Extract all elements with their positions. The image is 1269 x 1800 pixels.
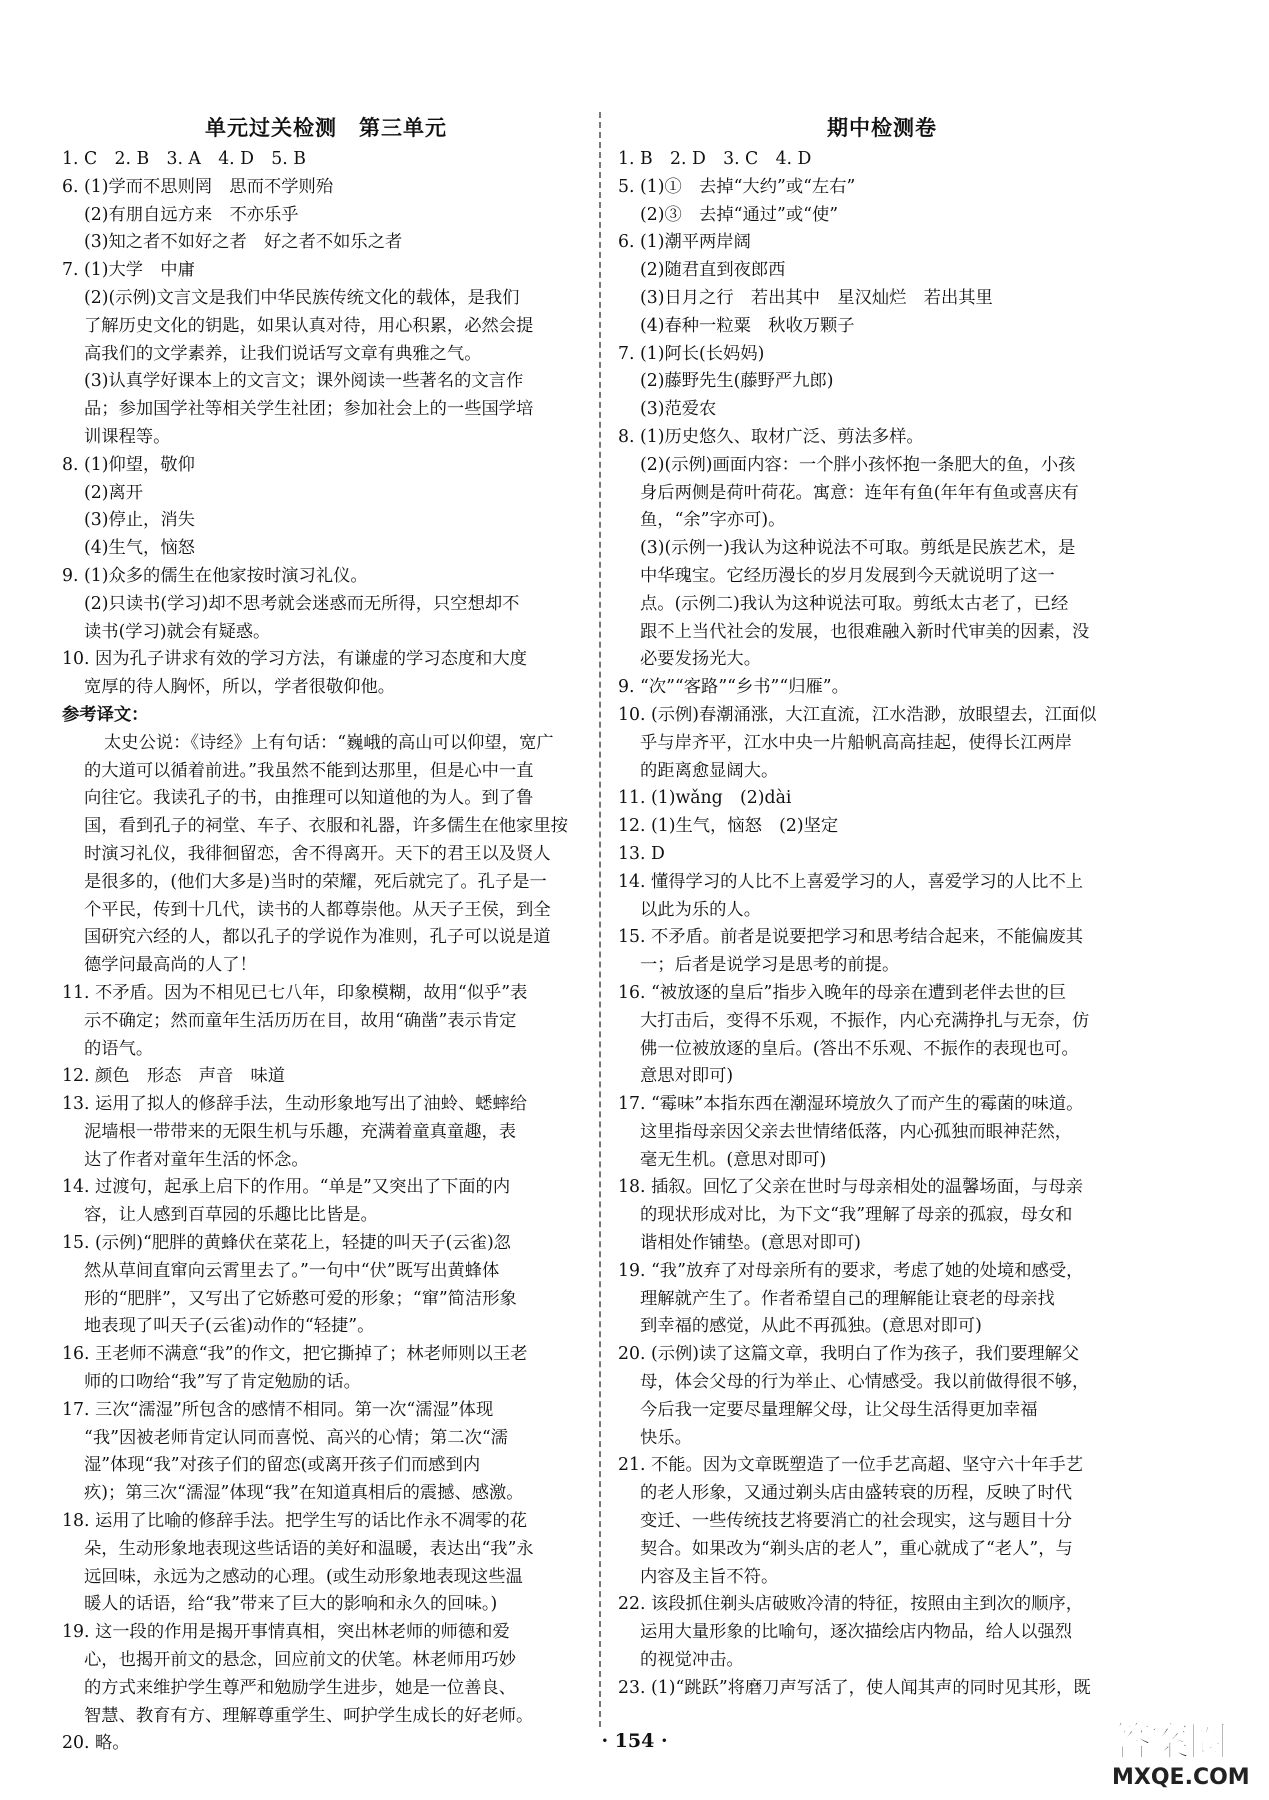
answer-line: 疚)；第三次“濡湿”体现“我”在知道真相后的震撼、感激。 xyxy=(84,1483,524,1504)
answer-line: 高我们的文学素养，让我们说话写文章有典雅之气。 xyxy=(84,343,482,364)
answer-line: 1. B 2. D 3. C 4. D xyxy=(618,149,812,169)
answer-line: 容，让人感到百草园的乐趣比比皆是。 xyxy=(84,1205,378,1226)
answer-line: 这里指母亲因父亲去世情绪低落，内心孤独而眼神茫然， xyxy=(640,1121,1073,1142)
answer-line: 9. (1)众多的儒生在他家按时演习礼仪。 xyxy=(62,565,368,586)
answer-line: 是很多的，(他们大多是)当时的荣耀，死后就完了。孔子是一 xyxy=(84,871,547,892)
answer-line: 20. 略。 xyxy=(62,1733,130,1754)
column-divider xyxy=(599,112,601,1727)
watermark-top: 答案圈 xyxy=(1112,1719,1226,1765)
answer-line: 读书(学习)就会有疑惑。 xyxy=(84,621,271,642)
left-section-title: 单元过关检测 第三单元 xyxy=(205,116,447,140)
answer-line: 15. (示例)“肥胖的黄蜂伏在菜花上，轻捷的叫天子(云雀)忽 xyxy=(62,1233,511,1254)
answer-line: 15. 不矛盾。前者是说要把学习和思考结合起来，不能偏废其 xyxy=(618,927,1084,948)
answer-line: 今后我一定要尽量理解父母，让父母生活得更加幸福 xyxy=(640,1399,1038,1420)
answer-line: 德学问最高尚的人了！ xyxy=(84,955,257,976)
answer-line: 6. (1)学而不思则罔 思而不学则殆 xyxy=(62,176,334,197)
answer-line: (4)春种一粒粟 秋收万颗子 xyxy=(640,315,855,336)
answer-line: 18. 插叙。回忆了父亲在世时与母亲相处的温馨场面，与母亲 xyxy=(618,1177,1084,1198)
right-column xyxy=(618,110,1146,1703)
answer-line: 7. (1)大学 中庸 xyxy=(62,260,195,281)
answer-line: 8. (1)仰望，敬仰 xyxy=(62,454,195,475)
answer-line: 变迁、一些传统技艺将要消亡的社会现实，这与题目十分 xyxy=(640,1511,1073,1532)
answer-line: 向往它。我读孔子的书，由推理可以知道他的为人。到了鲁 xyxy=(84,788,534,809)
answer-line: 16. “被放逐的皇后”指步入晚年的母亲在遭到老伴去世的巨 xyxy=(618,982,1067,1003)
answer-line: 时演习礼仪，我徘徊留恋，舍不得离开。天下的君王以及贤人 xyxy=(84,843,551,864)
answer-line: 19. 这一段的作用是揭开事情真相，突出林老师的师德和爱 xyxy=(62,1622,510,1643)
answer-line: 22. 该段抓住剃头店破败冷清的特征，按照由主到次的顺序， xyxy=(618,1594,1084,1615)
answer-line: 示不确定；然而童年生活历历在目，故用“确凿”表示肯定 xyxy=(84,1010,517,1031)
answer-line: 19. “我”放弃了对母亲所有的要求，考虑了她的处境和感受， xyxy=(618,1260,1084,1281)
answer-line: 参考译文： xyxy=(62,704,149,725)
answer-line: (3)认真学好课本上的文言文；课外阅读一些著名的文言作 xyxy=(84,371,524,392)
answer-line: 意思对即可) xyxy=(640,1066,734,1087)
answer-line: (2)(示例)文言文是我们中华民族传统文化的载体，是我们 xyxy=(84,287,520,308)
answer-line: 13. 运用了拟人的修辞手法，生动形象地写出了油蛉、蟋蟀给 xyxy=(62,1094,528,1115)
answer-line: 地表现了叫天子(云雀)动作的“轻捷”。 xyxy=(84,1316,375,1337)
answer-line: 个平民，传到十几代，读书的人都尊崇他。从天子王侯，到全 xyxy=(84,899,551,920)
answer-line: 17. “霉味”本指东西在潮湿环境放久了而产生的霉菌的味道。 xyxy=(618,1094,1084,1115)
watermark-logo xyxy=(1112,1718,1260,1794)
answer-line: 太史公说：《诗经》上有句话：“巍峨的高山可以仰望，宽广 xyxy=(104,732,554,753)
answer-line: 湿”体现“我”对孩子们的留恋(或离开孩子们而感到内 xyxy=(84,1455,481,1476)
right-answer-list xyxy=(618,146,1146,1703)
answer-line: 的视觉冲击。 xyxy=(640,1650,744,1671)
answer-line: (2)藤野先生(藤野严九郎) xyxy=(640,371,834,392)
answer-line: 契合。如果改为“剃头店的老人”，重心就成了“老人”，与 xyxy=(640,1538,1073,1559)
answer-line: 佛一位被放逐的皇后。(答出不乐观、不振作的表现也可。 xyxy=(640,1038,1079,1059)
answer-line: 鱼，“余”字亦可)。 xyxy=(640,510,786,531)
answer-line: 20. (示例)读了这篇文章，我明白了作为孩子，我们要理解父 xyxy=(618,1344,1080,1365)
answer-line: (3)范爱农 xyxy=(640,399,717,420)
answer-line: (2)(示例)画面内容：一个胖小孩怀抱一条肥大的鱼，小孩 xyxy=(640,454,1076,475)
answer-line: 了解历史文化的钥匙，如果认真对待，用心积累，必然会提 xyxy=(84,315,534,336)
answer-line: 14. 懂得学习的人比不上喜爱学习的人，喜爱学习的人比不上 xyxy=(618,871,1084,892)
answer-line: 6. (1)潮平两岸阔 xyxy=(618,232,751,253)
answer-line: 的现状形成对比，为下文“我”理解了母亲的孤寂，母女和 xyxy=(640,1205,1073,1226)
answer-line: 一；后者是说学习是思考的前提。 xyxy=(640,955,900,976)
left-answer-list xyxy=(62,146,590,1758)
answer-line: 21. 不能。因为文章既塑造了一位手艺高超、坚守六十年手艺 xyxy=(618,1455,1084,1476)
answer-line: (3)知之者不如好之者 好之者不如乐之者 xyxy=(84,232,403,253)
answer-line: 母，体会父母的行为举止、心情感受。我以前做得很不够， xyxy=(640,1372,1090,1393)
page-number: · 154 · xyxy=(601,1730,668,1752)
answer-line: 然从草间直窜向云霄里去了。”一句中“伏”既写出黄蜂体 xyxy=(84,1260,500,1281)
answer-line: (3)停止，消失 xyxy=(84,510,195,531)
answer-line: 训课程等。 xyxy=(84,426,171,447)
answer-line: 12. 颜色 形态 声音 味道 xyxy=(62,1066,286,1087)
answer-line: (2)③ 去掉“通过”或“使” xyxy=(640,204,839,225)
answer-line: 11. (1)wǎng (2)dài xyxy=(618,788,792,809)
answer-line: 理解就产生了。作者希望自己的理解能让衰老的母亲找 xyxy=(640,1288,1055,1309)
answer-line: 5. (1)① 去掉“大约”或“左右” xyxy=(618,176,856,197)
answer-line: 跟不上当代社会的发展，也很难融入新时代审美的因素，没 xyxy=(640,621,1090,642)
answer-line: 宽厚的待人胸怀，所以，学者很敬仰他。 xyxy=(84,677,396,698)
answer-line: 17. 三次“濡湿”所包含的感情不相同。第一次“濡湿”体现 xyxy=(62,1399,494,1420)
answer-line: 毫无生机。(意思对即可) xyxy=(640,1149,827,1170)
answer-line: 国，看到孔子的祠堂、车子、衣服和礼器，许多儒生在他家里按 xyxy=(84,816,568,837)
answer-line: 智慧、教育有方、理解尊重学生、呵护学生成长的好老师。 xyxy=(84,1705,534,1726)
answer-line: (2)有朋自远方来 不亦乐乎 xyxy=(84,204,299,225)
answer-line: 10. 因为孔子讲求有效的学习方法，有谦虚的学习态度和大度 xyxy=(62,649,528,670)
answer-line: 16. 王老师不满意“我”的作文，把它撕掉了；林老师则以王老 xyxy=(62,1344,528,1365)
answer-line: (4)生气，恼怒 xyxy=(84,538,195,559)
answer-line: 1. C 2. B 3. A 4. D 5. B xyxy=(62,149,306,169)
answer-line: 23. (1)“跳跃”将磨刀声写活了，使人闻其声的同时见其形，既 xyxy=(618,1677,1091,1698)
answer-line: 点。(示例二)我认为这种说法可取。剪纸太古老了，已经 xyxy=(640,593,1069,614)
answer-line: 身后两侧是荷叶荷花。寓意：连年有鱼(年年有鱼或喜庆有 xyxy=(640,482,1079,503)
answer-line: 以此为乐的人。 xyxy=(640,899,761,920)
answer-line: 运用大量形象的比喻句，逐次描绘店内物品，给人以强烈 xyxy=(640,1622,1073,1643)
answer-line: 9. “次”“客路”“乡书”“归雁”。 xyxy=(618,677,849,698)
answer-line: 18. 运用了比喻的修辞手法。把学生写的话比作永不凋零的花 xyxy=(62,1511,528,1532)
answer-line: 朵，生动形象地表现这些话语的美好和温暖，表达出“我”永 xyxy=(84,1538,534,1559)
answer-line: 大打击后，变得不乐观，不振作，内心充满挣扎与无奈，仿 xyxy=(640,1010,1090,1031)
answer-line: 泥墙根一带带来的无限生机与乐趣，充满着童真童趣，表 xyxy=(84,1121,517,1142)
answer-line: 的大道可以循着前进。”我虽然不能到达那里，但是心中一直 xyxy=(84,760,534,781)
watermark-url: MXQE.COM xyxy=(1112,1765,1250,1790)
answer-line: 的方式来维护学生尊严和勉励学生进步，她是一位善良、 xyxy=(84,1677,517,1698)
answer-line: 暖人的话语，给“我”带来了巨大的影响和永久的回味。) xyxy=(84,1594,498,1615)
answer-line: 10. (示例)春潮涌涨，大江直流，江水浩渺，放眼望去，江面似 xyxy=(618,704,1097,725)
answer-line: 内容及主旨不符。 xyxy=(640,1566,779,1587)
answer-line: 心，也揭开前文的悬念，回应前文的伏笔。林老师用巧妙 xyxy=(84,1650,517,1671)
answer-line: 的距离愈显阔大。 xyxy=(640,760,779,781)
answer-line: (3)日月之行 若出其中 星汉灿烂 若出其里 xyxy=(640,287,993,308)
answer-line: 快乐。 xyxy=(640,1427,692,1448)
answer-line: 谐相处作铺垫。(意思对即可) xyxy=(640,1233,861,1254)
answer-line: 远回味，永远为之感动的心理。(或生动形象地表现这些温 xyxy=(84,1566,523,1587)
answer-line: 形的“肥胖”，又写出了它娇憨可爱的形象；“窜”简洁形象 xyxy=(84,1288,517,1309)
answer-line: 12. (1)生气，恼怒 (2)坚定 xyxy=(618,816,839,837)
right-section-title: 期中检测卷 xyxy=(827,116,937,140)
answer-line: 中华瑰宝。它经历漫长的岁月发展到今天就说明了这一 xyxy=(640,565,1055,586)
answer-line: 的语气。 xyxy=(84,1038,154,1059)
answer-line: 达了作者对童年生活的怀念。 xyxy=(84,1149,309,1170)
answer-line: 品；参加国学社等相关学生社团；参加社会上的一些国学培 xyxy=(84,399,534,420)
answer-line: 13. D xyxy=(618,843,665,864)
answer-line: 8. (1)历史悠久、取材广泛、剪法多样。 xyxy=(618,426,924,447)
answer-line: 乎与岸齐平，江水中央一片船帆高高挂起，使得长江两岸 xyxy=(640,732,1073,753)
answer-line: 14. 过渡句，起承上启下的作用。“单是”又突出了下面的内 xyxy=(62,1177,511,1198)
answer-line: (3)(示例一)我认为这种说法不可取。剪纸是民族艺术，是 xyxy=(640,538,1076,559)
answer-line: (2)只读书(学习)却不思考就会迷惑而无所得，只空想却不 xyxy=(84,593,520,614)
answer-line: 必要发扬光大。 xyxy=(640,649,761,670)
answer-line: (2)随君直到夜郎西 xyxy=(640,260,786,281)
answer-line: 11. 不矛盾。因为不相见已七八年，印象模糊，故用“似乎”表 xyxy=(62,982,528,1003)
answer-line: 国研究六经的人，都以孔子的学说作为准则，孔子可以说是道 xyxy=(84,927,551,948)
answer-line: 的老人形象，又通过剃头店由盛转衰的历程，反映了时代 xyxy=(640,1483,1073,1504)
answer-line: 到幸福的感觉，从此不再孤独。(意思对即可) xyxy=(640,1316,982,1337)
answer-line: 师的口吻给“我”写了肯定勉励的话。 xyxy=(84,1372,361,1393)
answer-line: (2)离开 xyxy=(84,482,144,503)
left-column xyxy=(62,110,590,1758)
answer-line: “我”因被老师肯定认同而喜悦、高兴的心情；第二次“濡 xyxy=(84,1427,508,1448)
answer-line: 7. (1)阿长(长妈妈) xyxy=(618,343,765,364)
